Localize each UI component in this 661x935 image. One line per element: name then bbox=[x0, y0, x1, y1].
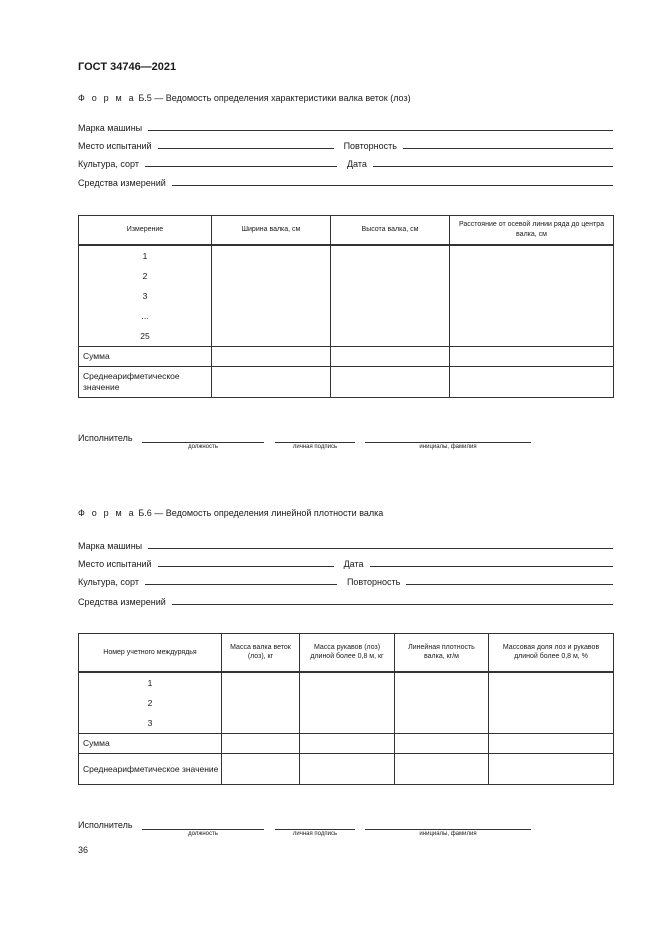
table-b5 bbox=[78, 215, 614, 398]
cell-sum-density[interactable] bbox=[395, 734, 489, 754]
field-label-instruments: Средства измерений bbox=[78, 597, 166, 607]
field-label-date: Дата bbox=[343, 559, 364, 569]
field-label-place: Место испытаний bbox=[78, 141, 152, 151]
caption-position: должность bbox=[188, 444, 218, 450]
field-row-crop-repeat bbox=[78, 573, 613, 587]
signature-position-line[interactable] bbox=[142, 828, 264, 830]
header-mass-long: Масса рукавов (лоз) длиной более 0,8 м, кг bbox=[300, 634, 395, 672]
field-row-place-date bbox=[78, 555, 613, 569]
cell-sum-share[interactable] bbox=[489, 734, 614, 754]
table-row-sum bbox=[79, 347, 614, 367]
cell-width[interactable] bbox=[212, 245, 331, 347]
caption-sign: личная подпись bbox=[292, 444, 338, 450]
field-label-crop: Культура, сорт bbox=[78, 159, 139, 169]
row-label-mean: Среднеарифметическое значение bbox=[79, 754, 222, 785]
field-label-crop: Культура, сорт bbox=[78, 577, 139, 587]
cell-share[interactable] bbox=[489, 672, 614, 734]
field-label-machine: Марка машины bbox=[78, 541, 143, 551]
field-label-date: Дата bbox=[346, 159, 367, 169]
row-label-sum: Сумма bbox=[79, 347, 212, 367]
field-row-instruments bbox=[78, 174, 613, 188]
field-row-machine-2 bbox=[78, 537, 613, 551]
field-label-machine: Марка машины bbox=[78, 123, 143, 133]
field-input-place[interactable] bbox=[158, 147, 334, 149]
measurement-number: 2 bbox=[142, 270, 148, 281]
table-row bbox=[79, 672, 614, 734]
cell-mass[interactable] bbox=[222, 672, 300, 734]
row-number-list bbox=[79, 672, 222, 734]
cell-sum-mass[interactable] bbox=[222, 734, 300, 754]
cell-mean-mass[interactable] bbox=[222, 754, 300, 785]
field-input-machine[interactable] bbox=[148, 129, 613, 131]
page-number: 36 bbox=[78, 845, 89, 855]
cell-sum-mass-long[interactable] bbox=[300, 734, 395, 754]
field-input-date[interactable] bbox=[373, 165, 613, 167]
header-share: Массовая доля лоз и рукавов длиной более 0,8 м, % bbox=[489, 634, 614, 672]
row-number: 3 bbox=[147, 717, 153, 728]
cell-sum-height[interactable] bbox=[331, 347, 450, 367]
cell-sum-width[interactable] bbox=[212, 347, 331, 367]
signature-sign-line[interactable] bbox=[275, 828, 355, 830]
row-number: 2 bbox=[147, 697, 153, 708]
field-row-instruments-2 bbox=[78, 593, 613, 607]
caption-sign: личная подпись bbox=[292, 831, 338, 837]
field-row-machine bbox=[78, 119, 613, 133]
form-word: Ф о р м а bbox=[78, 508, 136, 518]
signature-position-line[interactable] bbox=[142, 441, 264, 443]
form-b6-title-text: Б.6 — Ведомость определения линейной плотности валка bbox=[138, 508, 384, 518]
measurement-number: 25 bbox=[140, 331, 150, 342]
header-row-number: Номер учетного междурядья bbox=[79, 634, 222, 672]
form-b6-title bbox=[78, 508, 383, 518]
measurement-number: 3 bbox=[142, 290, 148, 301]
form-b5-title-text: Б.5 — Ведомость определения характеристики валка веток (лоз) bbox=[138, 93, 411, 103]
field-row-crop-date bbox=[78, 155, 613, 169]
field-input-crop[interactable] bbox=[145, 165, 337, 167]
cell-mean-mass-long[interactable] bbox=[300, 754, 395, 785]
header-density: Линейная плотность валка, кг/м bbox=[395, 634, 489, 672]
field-input-instruments[interactable] bbox=[172, 184, 613, 186]
measurement-list bbox=[79, 245, 212, 347]
field-input-instruments[interactable] bbox=[172, 603, 613, 605]
field-input-place[interactable] bbox=[158, 565, 334, 567]
cell-mean-distance[interactable] bbox=[450, 367, 614, 398]
field-input-date[interactable] bbox=[370, 565, 614, 567]
cell-mean-share[interactable] bbox=[489, 754, 614, 785]
field-label-place: Место испытаний bbox=[78, 559, 152, 569]
caption-initials: инициалы, фамилия bbox=[419, 831, 477, 837]
field-label-repeat: Повторность bbox=[343, 141, 397, 151]
table-row-mean bbox=[79, 367, 614, 398]
header-height: Высота валка, см bbox=[331, 216, 450, 245]
cell-distance[interactable] bbox=[450, 245, 614, 347]
header-distance: Расстояние от осевой линии ряда до центра валка, см bbox=[450, 216, 614, 245]
document-standard: ГОСТ 34746—2021 bbox=[78, 61, 177, 73]
cell-density[interactable] bbox=[395, 672, 489, 734]
table-row bbox=[79, 245, 614, 347]
signature-initials-line[interactable] bbox=[365, 828, 531, 830]
cell-mass-long[interactable] bbox=[300, 672, 395, 734]
field-label-repeat: Повторность bbox=[346, 577, 401, 587]
field-input-repeat[interactable] bbox=[403, 147, 613, 149]
form-word: Ф о р м а bbox=[78, 93, 136, 103]
row-number: 1 bbox=[147, 677, 153, 688]
cell-mean-width[interactable] bbox=[212, 367, 331, 398]
signature-label: Исполнитель bbox=[78, 433, 133, 443]
table-b6 bbox=[78, 633, 614, 785]
table-row-sum bbox=[79, 734, 614, 754]
cell-sum-distance[interactable] bbox=[450, 347, 614, 367]
field-row-place-repeat bbox=[78, 137, 613, 151]
field-input-repeat[interactable] bbox=[406, 583, 613, 585]
table-row-mean bbox=[79, 754, 614, 785]
header-measurement: Измерение bbox=[79, 216, 212, 245]
cell-mean-density[interactable] bbox=[395, 754, 489, 785]
field-label-instruments: Средства измерений bbox=[78, 178, 166, 188]
field-input-crop[interactable] bbox=[145, 583, 337, 585]
header-width: Ширина валка, см bbox=[212, 216, 331, 245]
signature-sign-line[interactable] bbox=[275, 441, 355, 443]
caption-initials: инициалы, фамилия bbox=[419, 444, 477, 450]
form-b5-title bbox=[78, 93, 411, 103]
row-label-mean: Среднеарифметическое значение bbox=[79, 367, 212, 398]
signature-initials-line[interactable] bbox=[365, 441, 531, 443]
cell-mean-height[interactable] bbox=[331, 367, 450, 398]
caption-position: должность bbox=[188, 831, 218, 837]
field-input-machine[interactable] bbox=[148, 547, 613, 549]
cell-height[interactable] bbox=[331, 245, 450, 347]
measurement-number: ... bbox=[141, 311, 149, 322]
measurement-number: 1 bbox=[142, 250, 148, 261]
header-mass: Масса валка веток (лоз), кг bbox=[222, 634, 300, 672]
row-label-sum: Сумма bbox=[79, 734, 222, 754]
signature-label: Исполнитель bbox=[78, 820, 133, 830]
